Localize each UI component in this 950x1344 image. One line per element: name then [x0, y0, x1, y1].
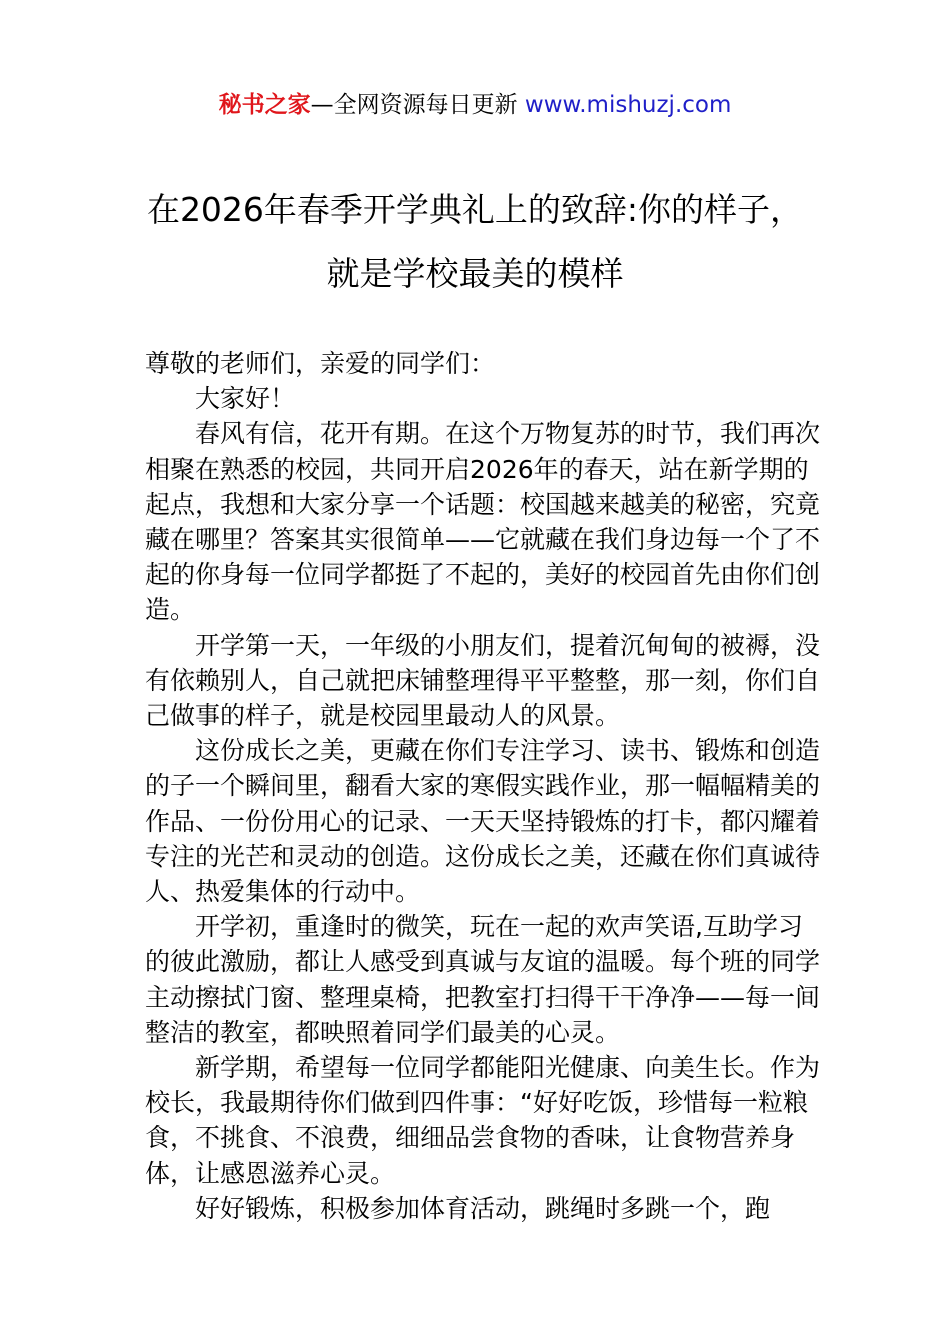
- body-paragraph: 好好锻炼，积极参加体育活动，跳绳时多跳一个，跑: [195, 1193, 771, 1223]
- site-tagline: —全网资源每日更新: [310, 92, 525, 118]
- site-header: [0, 88, 950, 122]
- document-title: [100, 178, 850, 306]
- body-paragraph: 开学第一天，一年级的小朋友们，提着沉甸甸的被褥，没有依赖别人，自己就把床铺整理得平平整整，那一刻，你们自己做事的样子，就是校园里最动人的风景。: [145, 630, 821, 731]
- title-line-1: 在2026年春季开学典礼上的致辞:你的样子，: [146, 190, 804, 229]
- body-paragraph: 开学初，重逢时的微笑，玩在一起的欢声笑语,互助学习的彼此激励，都让人感受到真诚与友谊的温暖。每个班的同学主动擦拭门窗、整理桌椅，把教室打扫得干干净净——每一间整洁的教室，都映照着同学们最美的心灵。: [145, 912, 821, 1047]
- salutation-paragraph: 尊敬的老师们，亲爱的同学们：: [145, 349, 496, 378]
- brand-name: 秘书之家: [218, 92, 311, 118]
- body-paragraph: 这份成长之美，更藏在你们专注学习、读书、锻炼和创造的子一个瞬间里，翻看大家的寒假实践作业，那一幅幅精美的作品、一份份用心的记录、一天天坚持锻炼的打卡，都闪耀着专注的光芒和灵动的创造。这份成长之美，还藏在你们真诚待人、热爱集体的行动中。: [145, 736, 821, 907]
- site-url-link[interactable]: www.mishuzj.com: [524, 92, 732, 118]
- body-paragraph: 春风有信，花开有期。在这个万物复苏的时节，我们再次相聚在熟悉的校园，共同开启2026年的春天，站在新学期的起点，我想和大家分享一个话题：校国越来越美的秘密，究竟藏在哪里？答案其实很简单——它就藏在我们身边每一个了不起的你身每一位同学都挺了不起的，美好的校园首先由你们创造。: [145, 419, 821, 625]
- document-body: [145, 346, 825, 1226]
- body-paragraph: 新学期，希望每一位同学都能阳光健康、向美生长。作为校长，我最期待你们做到四件事：“好好吃饭，珍惜每一粒粮食，不挑食、不浪费，细细品尝食物的香味，让食物营养身体，让感恩滋养心灵。: [145, 1053, 821, 1188]
- greeting-paragraph: 大家好！: [195, 384, 296, 414]
- title-line-2: 就是学校最美的模样: [326, 254, 624, 293]
